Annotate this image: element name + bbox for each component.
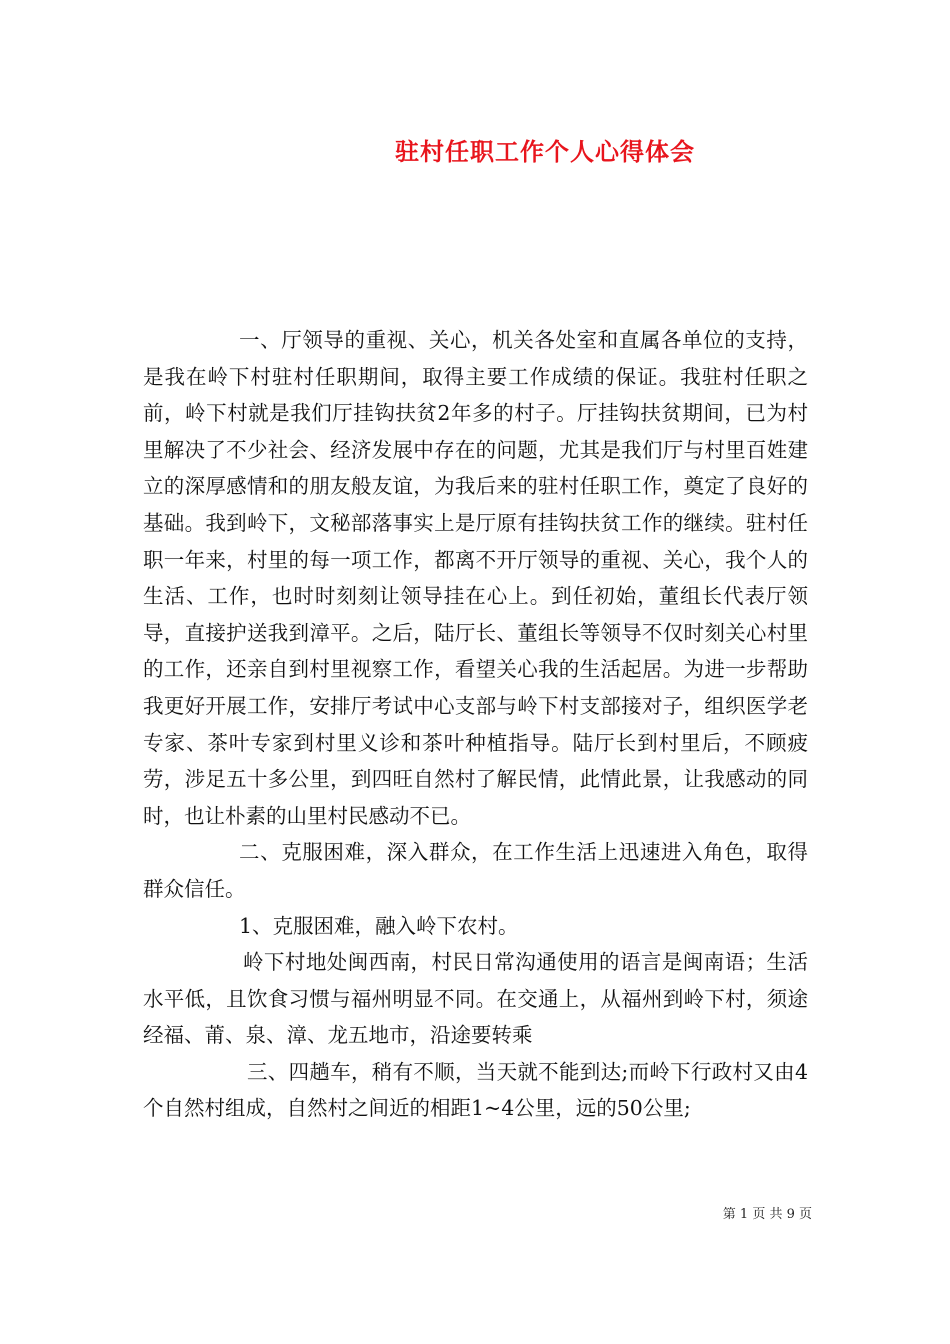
document-title: 驻村任职工作个人心得体会 xyxy=(395,137,695,166)
paragraph-4: 岭下村地处闽西南，村民日常沟通使用的语言是闽南语；生活水平低，且饮食习惯与福州明显不同。在交通上，从福州到岭下村，须途经福、莆、泉、漳、龙五地市，沿途要转乘 xyxy=(143,950,808,1048)
paragraph-5: 三、四趟车，稍有不顺，当天就不能到达;而岭下行政村又由4个自然村组成，自然村之间近的相距1~4公里，远的50公里; xyxy=(143,1059,808,1121)
document-body xyxy=(143,322,808,1127)
paragraph-3: 1、克服困难，融入岭下农村。 xyxy=(239,913,519,938)
paragraph-2: 二、克服困难，深入群众，在工作生活上迅速进入角色，取得群众信任。 xyxy=(143,840,808,901)
page-number: 第 1 页 共 9 页 xyxy=(722,1207,812,1222)
paragraph-1: 一、厅领导的重视、关心，机关各处室和直属各单位的支持，是我在岭下村驻村任职期间，取得主要工作成绩的保证。我驻村任职之前，岭下村就是我们厅挂钩扶贫2年多的村子。厅挂钩扶贫期间，已为村里解决了不少社会、经济发展中存在的问题，尤其是我们厅与村里百姓建立的深厚感情和的朋友般友谊，为我后来的驻村任职工作，奠定了良好的基础。我到岭下，文秘部落事实上是厅原有挂钩扶贫工作的继续。驻村任职一年来，村里的每一项工作，都离不开厅领导的重视、关心，我个人的生活、工作，也时时刻刻让领导挂在心上。到任初始，董组长代表厅领导，直接护送我到漳平。之后，陆厅长、董组长等领导不仅时刻关心村里的工作，还亲自到村里视察工作，看望关心我的生活起居。为进一步帮助我更好开展工作，安排厅考试中心支部与岭下村支部接对子，组织医学老专家、茶叶专家到村里义诊和茶叶种植指导。陆厅长到村里后，不顾疲劳，涉足五十多公里，到四旺自然村了解民情，此情此景，让我感动的同时，也让朴素的山里村民感动不已。 xyxy=(143,328,808,828)
